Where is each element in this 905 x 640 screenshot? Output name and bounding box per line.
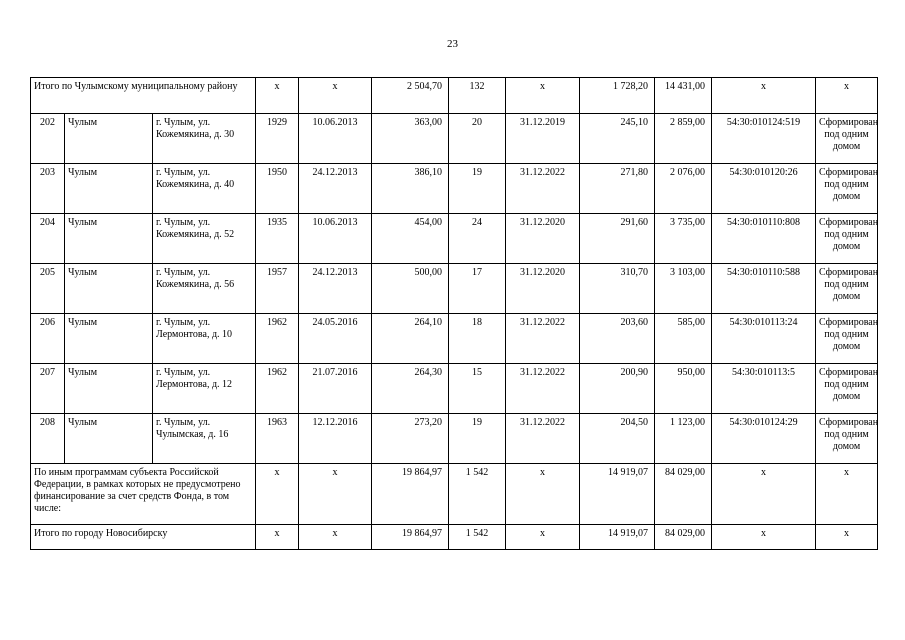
summary-people: 1 542 <box>449 464 506 525</box>
summary-row-city <box>31 525 878 550</box>
row-address: г. Чулым, ул. Кожемякина, д. 40 <box>153 164 256 214</box>
housing-register-table <box>30 77 878 550</box>
row-settlement: Чулым <box>65 264 153 314</box>
summary-area: 2 504,70 <box>372 78 449 114</box>
row-status: Сформирован под одним домом <box>816 114 878 164</box>
summary-date: x <box>299 78 372 114</box>
summary-row-chulym <box>31 78 878 114</box>
row-settlement: Чулым <box>65 414 153 464</box>
summary-area: 19 864,97 <box>372 464 449 525</box>
row-total: 1 123,00 <box>655 414 712 464</box>
row-address: г. Чулым, ул. Кожемякина, д. 30 <box>153 114 256 164</box>
summary-cadastral: x <box>712 78 816 114</box>
summary-label: По иным программам субъекта Российской Федерации, в рамках которых не предусмотрено финансирование за счет средств Фонда, в том числе: <box>31 464 256 525</box>
row-cadastral: 54:30:010110:808 <box>712 214 816 264</box>
row-cadastral: 54:30:010113:24 <box>712 314 816 364</box>
row-year: 1962 <box>256 364 299 414</box>
page-number: 23 <box>447 38 458 50</box>
row-total: 2 859,00 <box>655 114 712 164</box>
summary-label: Итого по городу Новосибирску <box>31 525 256 550</box>
row-date: 21.07.2016 <box>299 364 372 414</box>
row-year: 1935 <box>256 214 299 264</box>
row-cost-per: 203,60 <box>580 314 655 364</box>
summary-year: x <box>256 464 299 525</box>
row-deadline: 31.12.2020 <box>506 264 580 314</box>
row-status: Сформирован под одним домом <box>816 214 878 264</box>
row-address: г. Чулым, ул. Кожемякина, д. 52 <box>153 214 256 264</box>
row-cost-per: 291,60 <box>580 214 655 264</box>
row-area: 264,30 <box>372 364 449 414</box>
row-area: 264,10 <box>372 314 449 364</box>
summary-cadastral: x <box>712 464 816 525</box>
row-cadastral: 54:30:010124:29 <box>712 414 816 464</box>
row-deadline: 31.12.2022 <box>506 314 580 364</box>
row-cadastral: 54:30:010113:5 <box>712 364 816 414</box>
row-cost-per: 245,10 <box>580 114 655 164</box>
row-status: Сформирован под одним домом <box>816 314 878 364</box>
row-total: 3 735,00 <box>655 214 712 264</box>
row-deadline: 31.12.2022 <box>506 364 580 414</box>
table-row <box>31 414 878 464</box>
row-number: 203 <box>31 164 65 214</box>
row-status: Сформирован под одним домом <box>816 264 878 314</box>
row-address: г. Чулым, ул. Кожемякина, д. 56 <box>153 264 256 314</box>
row-area: 273,20 <box>372 414 449 464</box>
row-deadline: 31.12.2022 <box>506 414 580 464</box>
row-settlement: Чулым <box>65 364 153 414</box>
row-deadline: 31.12.2022 <box>506 164 580 214</box>
row-area: 454,00 <box>372 214 449 264</box>
summary-total: 84 029,00 <box>655 464 712 525</box>
row-cadastral: 54:30:010120:26 <box>712 164 816 214</box>
row-date: 24.12.2013 <box>299 164 372 214</box>
summary-status: x <box>816 525 878 550</box>
row-cadastral: 54:30:010124:519 <box>712 114 816 164</box>
row-status: Сформирован под одним домом <box>816 164 878 214</box>
row-number: 202 <box>31 114 65 164</box>
summary-deadline: x <box>506 78 580 114</box>
row-date: 12.12.2016 <box>299 414 372 464</box>
table-row <box>31 114 878 164</box>
row-number: 205 <box>31 264 65 314</box>
summary-date: x <box>299 464 372 525</box>
summary-date: x <box>299 525 372 550</box>
table-row <box>31 164 878 214</box>
summary-deadline: x <box>506 464 580 525</box>
row-year: 1957 <box>256 264 299 314</box>
summary-total: 84 029,00 <box>655 525 712 550</box>
row-number: 204 <box>31 214 65 264</box>
table-row <box>31 214 878 264</box>
table-row <box>31 264 878 314</box>
summary-deadline: x <box>506 525 580 550</box>
row-date: 24.12.2013 <box>299 264 372 314</box>
row-cost-per: 310,70 <box>580 264 655 314</box>
row-cost-per: 204,50 <box>580 414 655 464</box>
row-number: 207 <box>31 364 65 414</box>
row-status: Сформирован под одним домом <box>816 414 878 464</box>
summary-cadastral: x <box>712 525 816 550</box>
row-people: 24 <box>449 214 506 264</box>
row-deadline: 31.12.2020 <box>506 214 580 264</box>
row-settlement: Чулым <box>65 314 153 364</box>
row-cadastral: 54:30:010110:588 <box>712 264 816 314</box>
row-area: 500,00 <box>372 264 449 314</box>
row-date: 10.06.2013 <box>299 214 372 264</box>
row-settlement: Чулым <box>65 114 153 164</box>
row-year: 1950 <box>256 164 299 214</box>
row-year: 1929 <box>256 114 299 164</box>
row-total: 3 103,00 <box>655 264 712 314</box>
row-number: 208 <box>31 414 65 464</box>
summary-row-other-programs <box>31 464 878 525</box>
row-address: г. Чулым, ул. Лермонтова, д. 12 <box>153 364 256 414</box>
summary-status: x <box>816 464 878 525</box>
table-row <box>31 314 878 364</box>
row-people: 15 <box>449 364 506 414</box>
row-people: 17 <box>449 264 506 314</box>
row-people: 19 <box>449 164 506 214</box>
row-number: 206 <box>31 314 65 364</box>
summary-year: x <box>256 78 299 114</box>
row-cost-per: 271,80 <box>580 164 655 214</box>
row-date: 24.05.2016 <box>299 314 372 364</box>
row-total: 2 076,00 <box>655 164 712 214</box>
summary-label: Итого по Чулымскому муниципальному району <box>31 78 256 114</box>
summary-people: 132 <box>449 78 506 114</box>
summary-year: x <box>256 525 299 550</box>
row-people: 19 <box>449 414 506 464</box>
row-total: 950,00 <box>655 364 712 414</box>
summary-total: 14 431,00 <box>655 78 712 114</box>
row-settlement: Чулым <box>65 214 153 264</box>
row-status: Сформирован под одним домом <box>816 364 878 414</box>
row-area: 386,10 <box>372 164 449 214</box>
row-deadline: 31.12.2019 <box>506 114 580 164</box>
row-year: 1963 <box>256 414 299 464</box>
row-address: г. Чулым, ул. Лермонтова, д. 10 <box>153 314 256 364</box>
table-row <box>31 364 878 414</box>
row-total: 585,00 <box>655 314 712 364</box>
summary-cost-per: 14 919,07 <box>580 464 655 525</box>
summary-area: 19 864,97 <box>372 525 449 550</box>
summary-cost-per: 1 728,20 <box>580 78 655 114</box>
summary-cost-per: 14 919,07 <box>580 525 655 550</box>
row-area: 363,00 <box>372 114 449 164</box>
row-address: г. Чулым, ул. Чулымская, д. 16 <box>153 414 256 464</box>
row-people: 20 <box>449 114 506 164</box>
row-date: 10.06.2013 <box>299 114 372 164</box>
summary-people: 1 542 <box>449 525 506 550</box>
row-year: 1962 <box>256 314 299 364</box>
row-people: 18 <box>449 314 506 364</box>
row-settlement: Чулым <box>65 164 153 214</box>
summary-status: x <box>816 78 878 114</box>
row-cost-per: 200,90 <box>580 364 655 414</box>
